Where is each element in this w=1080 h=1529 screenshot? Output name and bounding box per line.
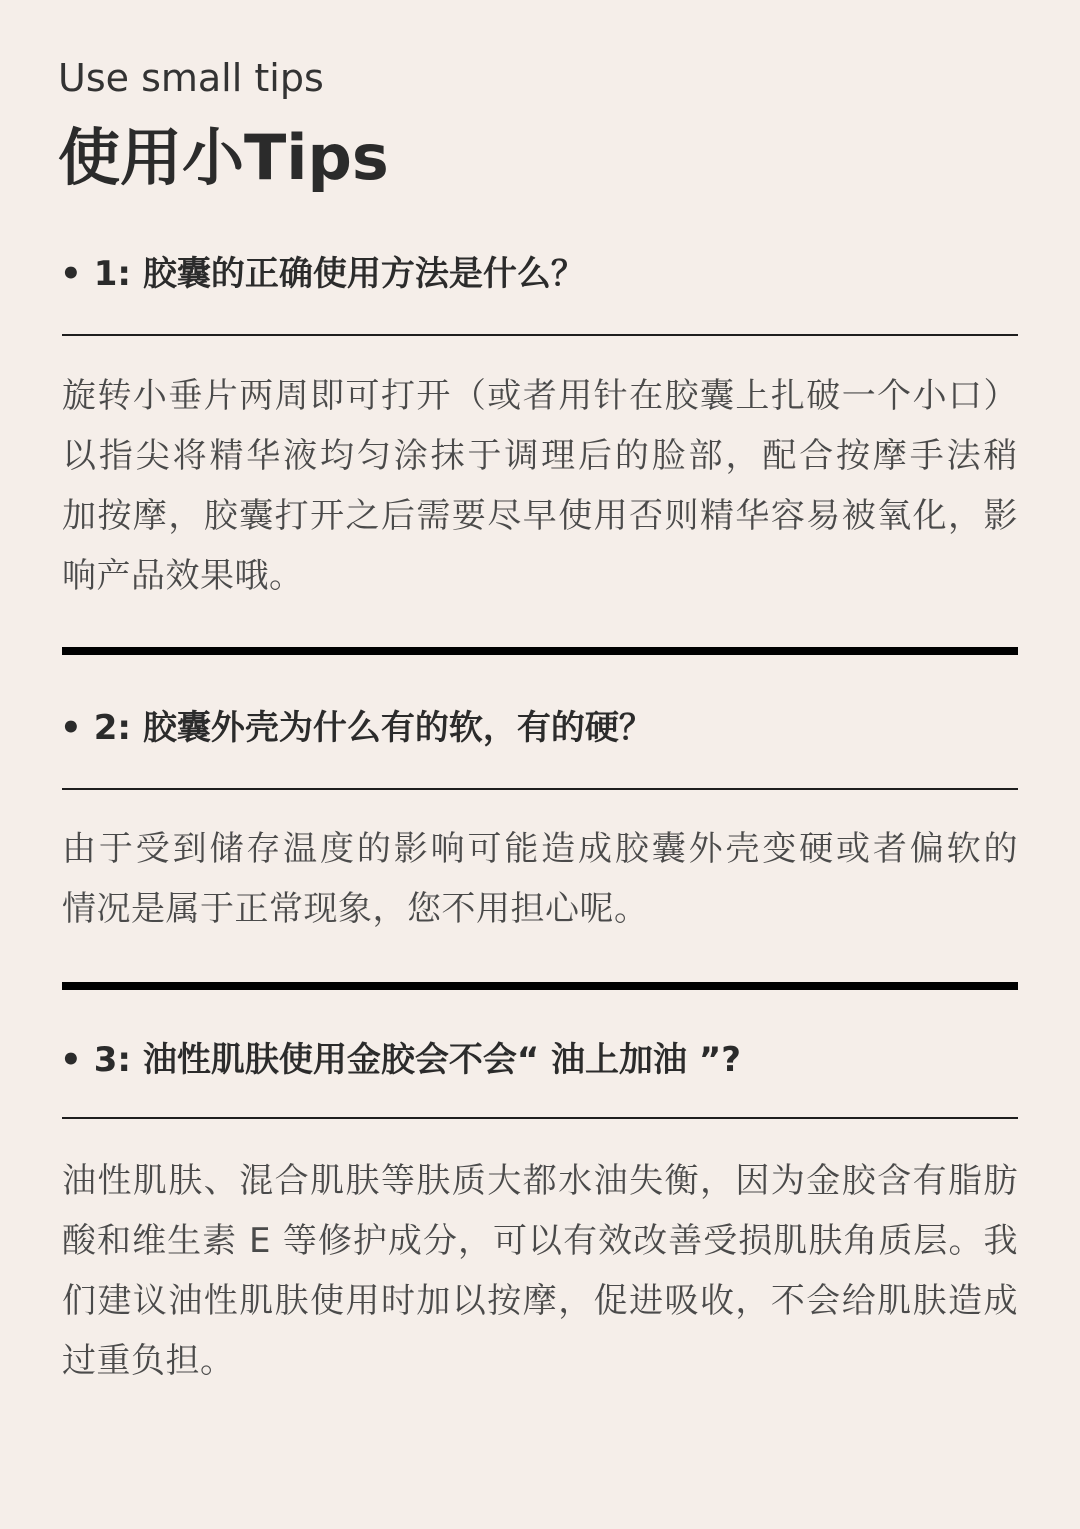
answer-line: 以指尖将精华液均匀涂抹于调理后的脸部，配合按摩手法稍 [62, 436, 1018, 476]
tip-answer [62, 819, 1018, 939]
bullet-icon: • [60, 708, 82, 748]
section-divider [62, 647, 1018, 655]
answer-line: 情况是属于正常现象，您不用担心呢。 [62, 889, 649, 929]
answer-line: 酸和维生素 E 等修护成分，可以有效改善受损肌肤角质层。我 [62, 1221, 1018, 1261]
section-divider [62, 982, 1018, 990]
page-title: 使用小Tips [58, 121, 389, 194]
tip-question-text: 2: 胶囊外壳为什么有的软，有的硬？ [93, 708, 653, 748]
answer-line: 响产品效果哦。 [62, 556, 304, 596]
answer-line: 过重负担。 [62, 1341, 235, 1381]
english-subtitle: Use small tips [58, 56, 324, 100]
tip-question [60, 704, 653, 752]
tip-question [60, 1036, 741, 1084]
tip-question [60, 250, 585, 298]
tip-answer [62, 366, 1018, 606]
answer-line: 由于受到储存温度的影响可能造成胶囊外壳变硬或者偏软的 [62, 829, 1018, 869]
tip-answer [62, 1151, 1018, 1391]
question-divider [62, 1117, 1018, 1119]
tip-question-text: 3: 油性肌肤使用金胶会不会“ 油上加油 ”? [93, 1040, 741, 1080]
answer-line: 旋转小垂片两周即可打开（或者用针在胶囊上扎破一个小口） [62, 376, 1018, 416]
question-divider [62, 788, 1018, 790]
bullet-icon: • [60, 1040, 82, 1080]
bullet-icon: • [60, 254, 82, 294]
answer-line: 加按摩，胶囊打开之后需要尽早使用否则精华容易被氧化，影 [62, 496, 1018, 536]
question-divider [62, 334, 1018, 336]
answer-line: 们建议油性肌肤使用时加以按摩，促进吸收，不会给肌肤造成 [62, 1281, 1018, 1321]
answer-line: 油性肌肤、混合肌肤等肤质大都水油失衡，因为金胶含有脂肪 [62, 1161, 1018, 1201]
tip-question-text: 1: 胶囊的正确使用方法是什么？ [93, 254, 585, 294]
